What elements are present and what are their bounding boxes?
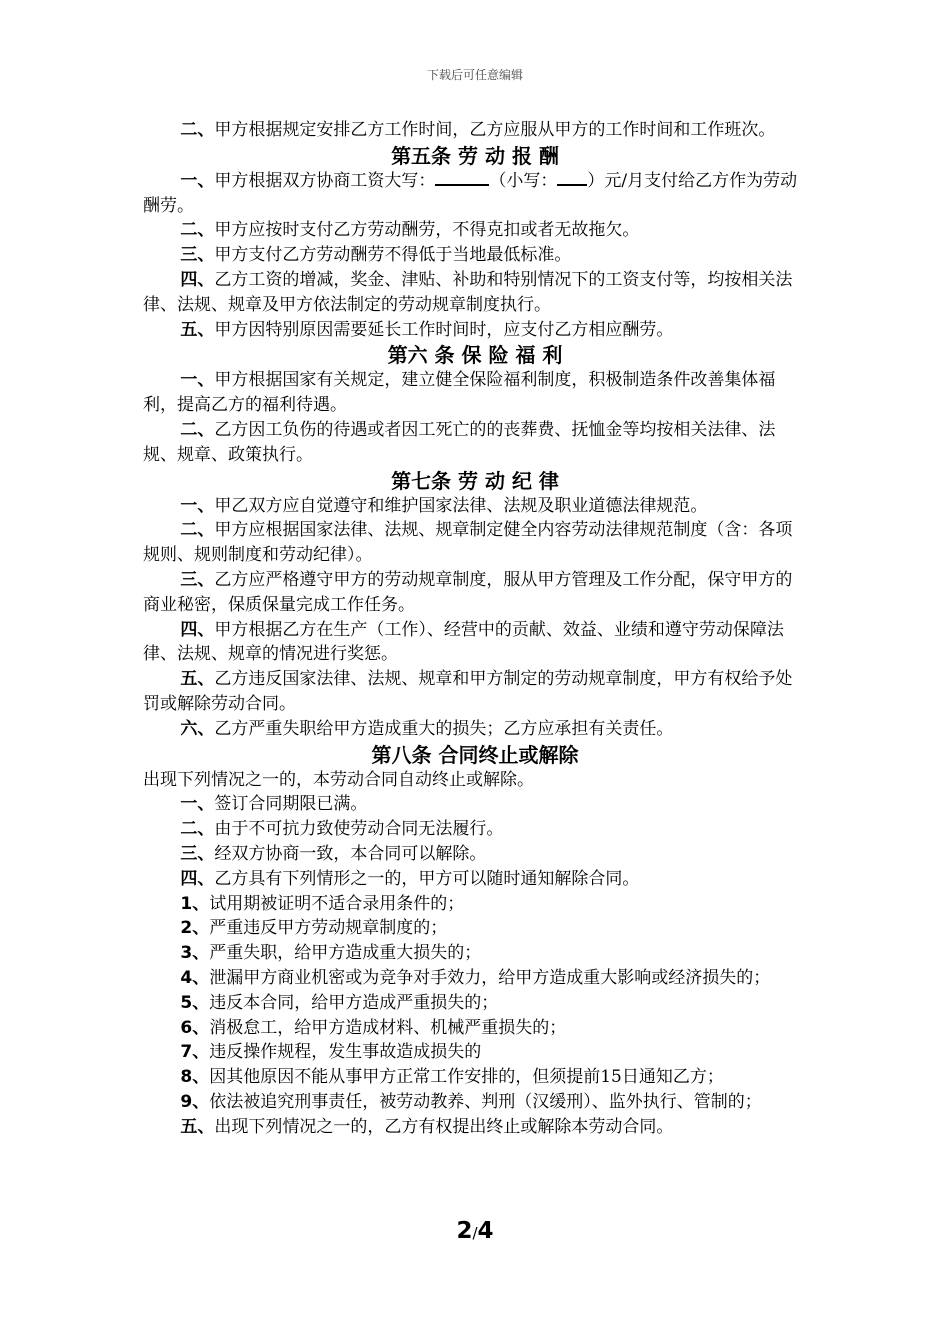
- item-label: 3、: [180, 943, 210, 964]
- clause-label: 一、: [180, 794, 215, 815]
- item-text: 泄漏甲方商业机密或为竞争对手效力，给甲方造成重大影响或经济损失的；: [209, 967, 771, 988]
- article-8-clause-2: [143, 817, 807, 842]
- page-separator: /: [472, 1224, 478, 1242]
- item-label: 6、: [180, 1017, 210, 1038]
- page-header-note: 下载后可任意编辑: [426, 68, 523, 82]
- clause-label: 二、: [180, 819, 215, 840]
- clause-text: 乙方严重失职给甲方造成重大的损失；乙方应承担有关责任。: [214, 718, 674, 739]
- page-current: 2: [456, 1218, 473, 1244]
- article-6-clause-2: [143, 418, 807, 468]
- article-8-clause-3: [143, 842, 807, 867]
- clause-label: 一、: [180, 170, 215, 191]
- clause-label: 六、: [180, 718, 215, 739]
- clause-text: 甲方根据国家有关规定，建立健全保险福利制度，积极制造条件改善集体福利，提高乙方的福利待遇。: [143, 370, 776, 416]
- clause-text: 甲方因特别原因需要延长工作时间时，应支付乙方相应酬劳。: [214, 319, 674, 340]
- article-5-clause-3: [143, 243, 807, 268]
- list-item: [143, 1040, 807, 1065]
- clause-text: 甲方应根据国家法律、法规、规章制定健全内容劳动法律规范制度（含：各项规则、规则制度和劳动纪律）。: [143, 520, 793, 566]
- clause-label: 五、: [180, 1116, 215, 1137]
- article-7-clause-2: [143, 518, 807, 568]
- list-item: [143, 916, 807, 941]
- item-label: 7、: [180, 1042, 210, 1063]
- clause-label: 五、: [180, 669, 215, 690]
- item-text: 严重违反甲方劳动规章制度的；: [209, 918, 448, 939]
- clause-label: 四、: [180, 868, 215, 889]
- article-7-clause-1: [143, 494, 807, 519]
- wage-digits-blank: [557, 170, 587, 186]
- item-label: 8、: [180, 1067, 210, 1088]
- clause-text: 乙方具有下列情形之一的，甲方可以随时通知解除合同。: [214, 868, 640, 889]
- article-7-clause-4: [143, 618, 807, 668]
- list-item: [143, 941, 807, 966]
- clause-label: 二、: [180, 220, 215, 241]
- article-8-heading: 第八条 合同终止或解除: [371, 742, 579, 767]
- item-text: 消极怠工，给甲方造成材料、机械严重损失的；: [209, 1017, 567, 1038]
- item-text: 违反本合同，给甲方造成严重损失的；: [209, 992, 499, 1013]
- list-item: [143, 1090, 807, 1115]
- clause-text: 乙方因工负伤的待遇或者因工死亡的的丧葬费、抚恤金等均按相关法律、法规、规章、政策执行。: [143, 419, 776, 465]
- clause-text: 签订合同期限已满。: [214, 794, 368, 815]
- item-text: 依法被追究刑事责任，被劳动教养、判刑（汉缓刑）、监外执行、管制的；: [209, 1091, 762, 1112]
- clause-label: 二、: [180, 419, 215, 440]
- clause-label: 三、: [180, 245, 215, 266]
- list-item: [143, 892, 807, 917]
- clause-text: 甲方根据规定安排乙方工作时间，乙方应服从甲方的工作时间和工作班次。: [214, 120, 776, 140]
- article-8-clause-1: [143, 792, 807, 817]
- article-5-heading: 第五条 劳 动 报 酬: [391, 143, 559, 168]
- clause-label: 四、: [180, 619, 215, 640]
- article-5-clause-1: [143, 169, 807, 219]
- clause-text: 甲方支付乙方劳动酬劳不得低于当地最低标准。: [214, 245, 572, 266]
- clause-text: （小写：: [489, 170, 558, 191]
- clause-text: 甲方应按时支付乙方劳动酬劳，不得克扣或者无故拖欠。: [214, 220, 640, 241]
- page-total: 4: [477, 1218, 494, 1244]
- article-7-clause-3: [143, 568, 807, 618]
- item-text: 违反操作规程，发生事故造成损失的: [209, 1042, 482, 1063]
- clause-text: ）元/月支付给乙方作为劳动酬劳。: [143, 170, 798, 216]
- clause-label: 二、: [180, 520, 215, 541]
- clause-text: 由于不可抗力致使劳动合同无法履行。: [214, 819, 504, 840]
- list-item: [143, 966, 807, 991]
- clause-label: 三、: [180, 569, 215, 590]
- article-8-clause-4: [143, 867, 807, 892]
- clause-text: 乙方违反国家法律、法规、规章和甲方制定的劳动规章制度，甲方有权给予处罚或解除劳动合同。: [143, 669, 793, 714]
- article-7-clause-6: [143, 717, 807, 742]
- clause-label: 一、: [180, 495, 215, 516]
- clause-text: 经双方协商一致，本合同可以解除。: [214, 843, 487, 864]
- paragraph-intro: [143, 118, 807, 143]
- clause-label: 一、: [180, 370, 215, 391]
- article-6-heading: 第六 条 保 险 福 利: [387, 343, 563, 368]
- article-5-clause-2: [143, 218, 807, 243]
- article-8-lead: 出现下列情况之一的，本劳动合同自动终止或解除。: [143, 769, 534, 790]
- article-5-clause-4: [143, 268, 807, 318]
- clause-label: 三、: [180, 843, 215, 864]
- article-7-heading: 第七条 劳 动 纪 律: [391, 468, 559, 493]
- clause-label: 二、: [180, 120, 215, 140]
- clause-text: 乙方工资的增减，奖金、津贴、补助和特别情况下的工资支付等，均按相关法律、法规、规章及甲方依法制定的劳动规章制度执行。: [143, 269, 793, 315]
- article-6-clause-1: [143, 368, 807, 418]
- clause-label: 五、: [180, 319, 215, 340]
- item-label: 5、: [180, 992, 210, 1013]
- page-number: [0, 1218, 950, 1244]
- article-8-clause-5: [143, 1115, 807, 1140]
- clause-label: 四、: [180, 269, 215, 290]
- contract-body: [143, 118, 807, 1139]
- article-7-clause-5: [143, 667, 807, 717]
- item-text: 严重失职，给甲方造成重大损失的；: [209, 943, 482, 964]
- clause-text: 甲方根据乙方在生产（工作）、经营中的贡献、效益、业绩和遵守劳动保障法律、法规、规章的情况进行奖惩。: [143, 619, 784, 665]
- clause-text: 甲方根据双方协商工资大写：: [214, 170, 436, 191]
- clause-text: 甲乙双方应自觉遵守和维护国家法律、法规及职业道德法律规范。: [214, 495, 708, 516]
- clause-text: 乙方应严格遵守甲方的劳动规章制度，服从甲方管理及工作分配，保守甲方的商业秘密，保质保量完成工作任务。: [143, 569, 793, 615]
- item-label: 1、: [180, 893, 210, 914]
- item-text: 试用期被证明不适合录用条件的；: [209, 893, 465, 914]
- wage-words-blank: [435, 170, 489, 186]
- list-item: [143, 1065, 807, 1090]
- clause-text: 出现下列情况之一的，乙方有权提出终止或解除本劳动合同。: [214, 1116, 674, 1137]
- item-label: 9、: [180, 1091, 210, 1112]
- list-item: [143, 991, 807, 1016]
- item-text: 因其他原因不能从事甲方正常工作安排的，但须提前15日通知乙方；: [209, 1067, 724, 1088]
- article-5-clause-5: [143, 318, 807, 343]
- list-item: [143, 1016, 807, 1041]
- item-label: 2、: [180, 918, 210, 939]
- item-label: 4、: [180, 967, 210, 988]
